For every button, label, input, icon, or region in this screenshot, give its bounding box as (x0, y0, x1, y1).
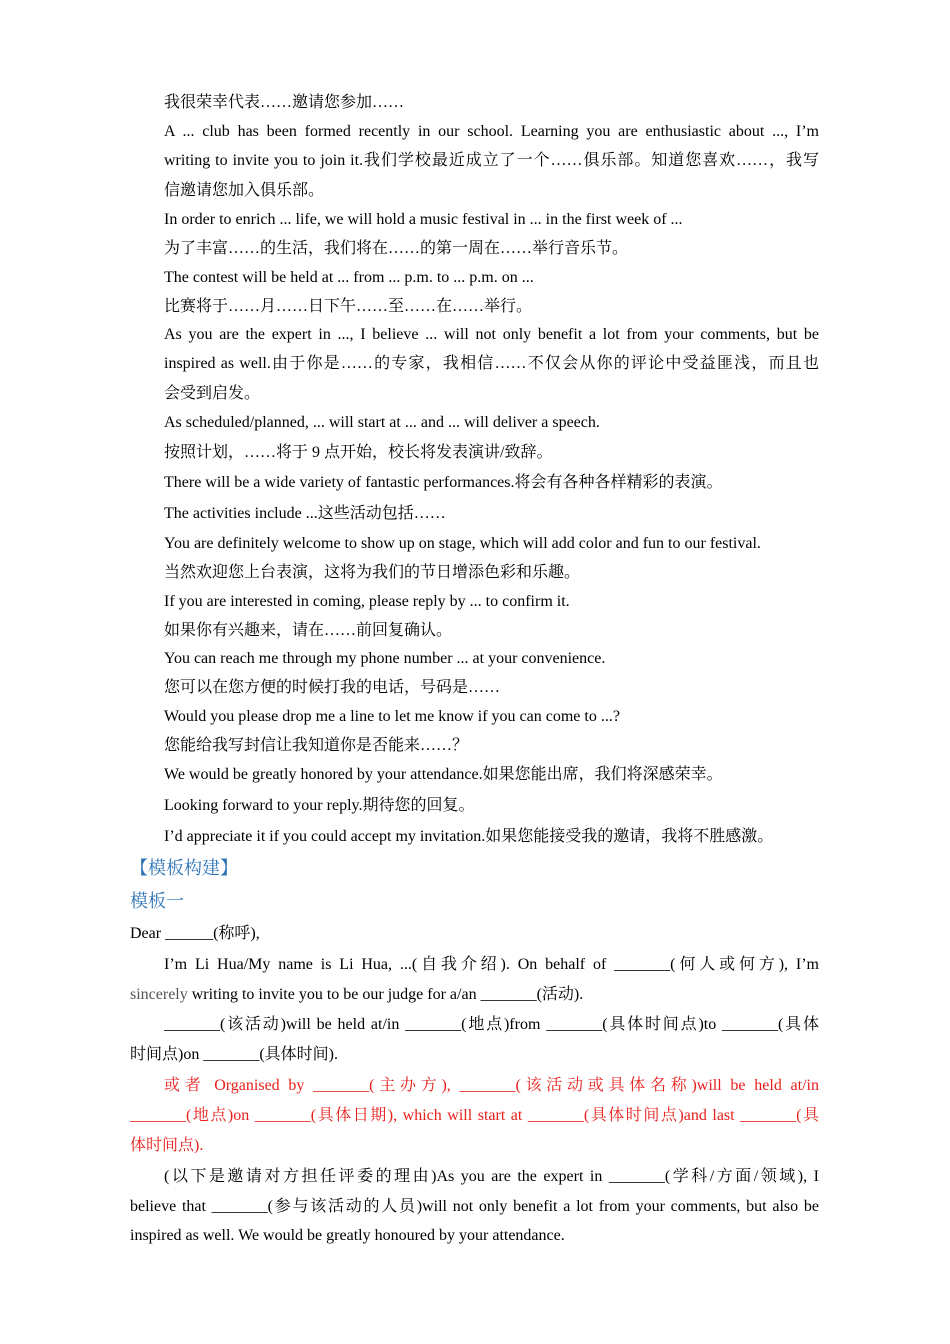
phrase-line: There will be a wide variety of fantastic performances.将会有各种各样精彩的表演。 (164, 474, 723, 491)
template-line-alt: _______(地点)on _______(具体日期), which will start at _______(具体时间点)and last _______(具 (130, 1107, 819, 1124)
template-line-alt: 体时间点). (130, 1137, 204, 1154)
template-text: writing to invite you to be our judge for a/an _______(活动). (187, 986, 584, 1003)
section-heading: 【模板构建】 (130, 858, 238, 878)
phrase-line: 当然欢迎您上台表演，这将为我们的节日增添色彩和乐趣。 (164, 564, 581, 581)
template-line-alt: 或者 Organised by _______(主办方), _______(该活动或具体名称)will be held at/in (164, 1077, 819, 1094)
phrase-line: 您能给我写封信让我知道你是否能来……？ (164, 737, 469, 754)
phrase-line: 为了丰富……的生活，我们将在……的第一周在……举行音乐节。 (164, 240, 629, 257)
phrase-line: Would you please drop me a line to let me know if you can come to ...? (164, 708, 620, 725)
phrase-line: inspired as well.由于你是……的专家，我相信……不仅会从你的评论中受益匪浅，而且也 (164, 355, 819, 372)
phrase-line: writing to invite you to join it.我们学校最近成立了一个……俱乐部。知道您喜欢……，我写 (164, 152, 819, 169)
phrase-line: 我很荣幸代表……邀请您参加…… (164, 94, 405, 111)
phrase-line: 会受到启发。 (164, 385, 261, 402)
template-line (130, 985, 819, 1005)
phrase-line: Looking forward to your reply.期待您的回复。 (164, 797, 475, 814)
template-line: inspired as well. We would be greatly honoured by your attendance. (130, 1227, 565, 1244)
phrase-line: You can reach me through my phone number ... at your convenience. (164, 650, 606, 667)
template-line: I’m Li Hua/My name is Li Hua, ...(自我介绍). On behalf of _______(何人或何方), I’m (164, 956, 819, 973)
template-title: 模板一 (130, 891, 184, 911)
phrase-line: As scheduled/planned, ... will start at ... and ... will deliver a speech. (164, 414, 600, 431)
phrase-line: You are definitely welcome to show up on stage, which will add color and fun to our festival. (164, 535, 761, 552)
phrase-line: 按照计划，……将于 9 点开始，校长将发表演讲/致辞。 (164, 444, 553, 461)
phrase-line: The contest will be held at ... from ... p.m. to ... p.m. on ... (164, 269, 534, 286)
phrase-line: In order to enrich ... life, we will hold a music festival in ... in the first week of ... (164, 211, 683, 228)
template-salutation: Dear ______(称呼), (130, 925, 260, 942)
phrase-line: I’d appreciate it if you could accept my invitation.如果您能接受我的邀请，我将不胜感激。 (164, 828, 774, 845)
phrase-line: We would be greatly honored by your attendance.如果您能出席，我们将深感荣幸。 (164, 766, 723, 783)
phrase-line: As you are the expert in ..., I believe ... will not only benefit a lot from your comments, but be (164, 326, 819, 343)
template-word: sincerely (130, 986, 188, 1003)
template-line: (以下是邀请对方担任评委的理由)As you are the expert in _______(学科/方面/领域), I (164, 1168, 819, 1185)
phrase-line: 信邀请您加入俱乐部。 (164, 182, 325, 199)
template-line: believe that _______(参与该活动的人员)will not only benefit a lot from your comments, but also be (130, 1198, 819, 1215)
phrase-line: 您可以在您方便的时候打我的电话，号码是…… (164, 679, 501, 696)
phrase-line: 如果你有兴趣来，请在……前回复确认。 (164, 622, 453, 639)
phrase-line: A ... club has been formed recently in our school. Learning you are enthusiastic about ..., I’m (164, 123, 819, 140)
phrase-line: The activities include ...这些活动包括…… (164, 505, 446, 522)
template-line: 时间点)on _______(具体时间). (130, 1046, 338, 1063)
template-line: _______(该活动)will be held at/in _______(地点)from _______(具体时间点)to _______(具体 (164, 1016, 819, 1033)
phrase-line: 比赛将于……月……日下午……至……在……举行。 (164, 298, 533, 315)
phrase-line: If you are interested in coming, please reply by ... to confirm it. (164, 593, 570, 610)
